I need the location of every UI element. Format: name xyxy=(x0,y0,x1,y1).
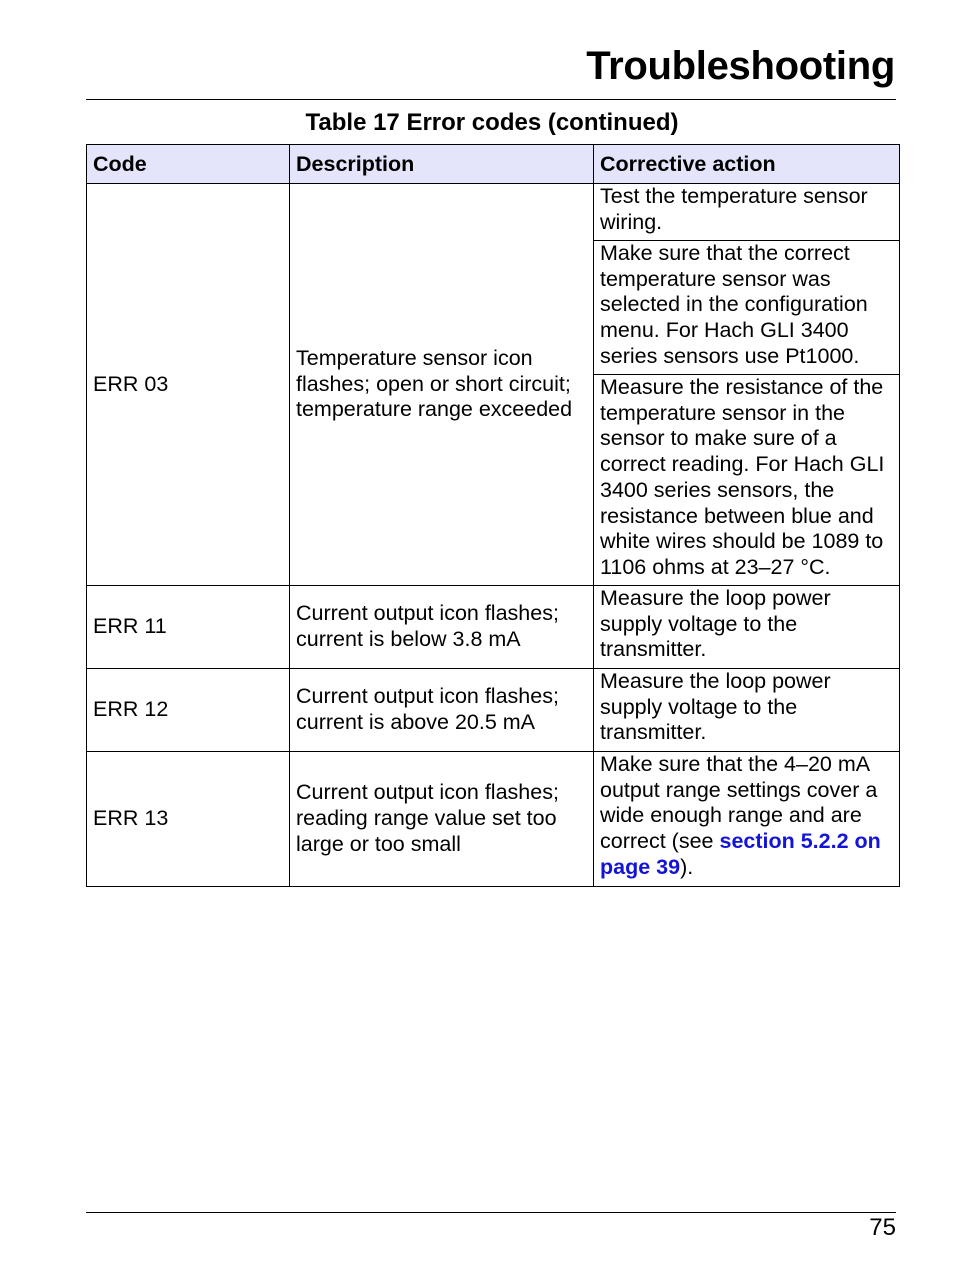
description-cell: Current output icon flashes; current is below 3.8 mA xyxy=(290,586,594,669)
table-header-row xyxy=(87,145,900,184)
column-header-corrective-action: Corrective action xyxy=(594,145,900,184)
error-code-cell: ERR 13 xyxy=(87,752,290,887)
column-header-description: Description xyxy=(290,145,594,184)
table-caption: Table 17 Error codes (continued) xyxy=(305,109,679,136)
error-code-cell: ERR 03 xyxy=(87,184,290,586)
page-number: 75 xyxy=(869,1214,896,1241)
action-cell xyxy=(594,752,900,887)
action-cell: Measure the loop power supply voltage to the transmitter. xyxy=(594,669,900,752)
action-cell: Test the temperature sensor wiring. xyxy=(594,184,900,241)
table-row xyxy=(87,752,900,887)
title-divider xyxy=(86,99,896,100)
footer-divider xyxy=(86,1212,896,1213)
action-cell: Measure the resistance of the temperature sensor in the sensor to make sure of a correct reading. For Hach GLI 3400 series sensors, the resistance between blue and white wires should be 1089 to 1106 ohms at 23–27 °C. xyxy=(594,375,900,586)
section-link[interactable]: section 5.2.2 on page 39 xyxy=(600,829,881,879)
action-cell: Measure the loop power supply voltage to the transmitter. xyxy=(594,586,900,669)
description-cell: Current output icon flashes; current is above 20.5 mA xyxy=(290,669,594,752)
column-header-code: Code xyxy=(87,145,290,184)
description-cell: Current output icon flashes; reading range value set too large or too small xyxy=(290,752,594,887)
table-row xyxy=(87,669,900,752)
action-text-suffix: ). xyxy=(680,854,694,879)
description-cell: Temperature sensor icon flashes; open or short circuit; temperature range exceeded xyxy=(290,184,594,586)
action-text: Make sure that the 4–20 mA output range settings cover a wide enough range and are correct (see xyxy=(600,752,878,854)
error-code-cell: ERR 12 xyxy=(87,669,290,752)
table-row xyxy=(87,586,900,669)
action-cell: Make sure that the correct temperature sensor was selected in the configuration menu. For Hach GLI 3400 series sensors use Pt1000. xyxy=(594,241,900,375)
table-row xyxy=(87,184,900,241)
error-codes-table xyxy=(86,144,900,887)
page-title: Troubleshooting xyxy=(586,44,895,88)
error-code-cell: ERR 11 xyxy=(87,586,290,669)
